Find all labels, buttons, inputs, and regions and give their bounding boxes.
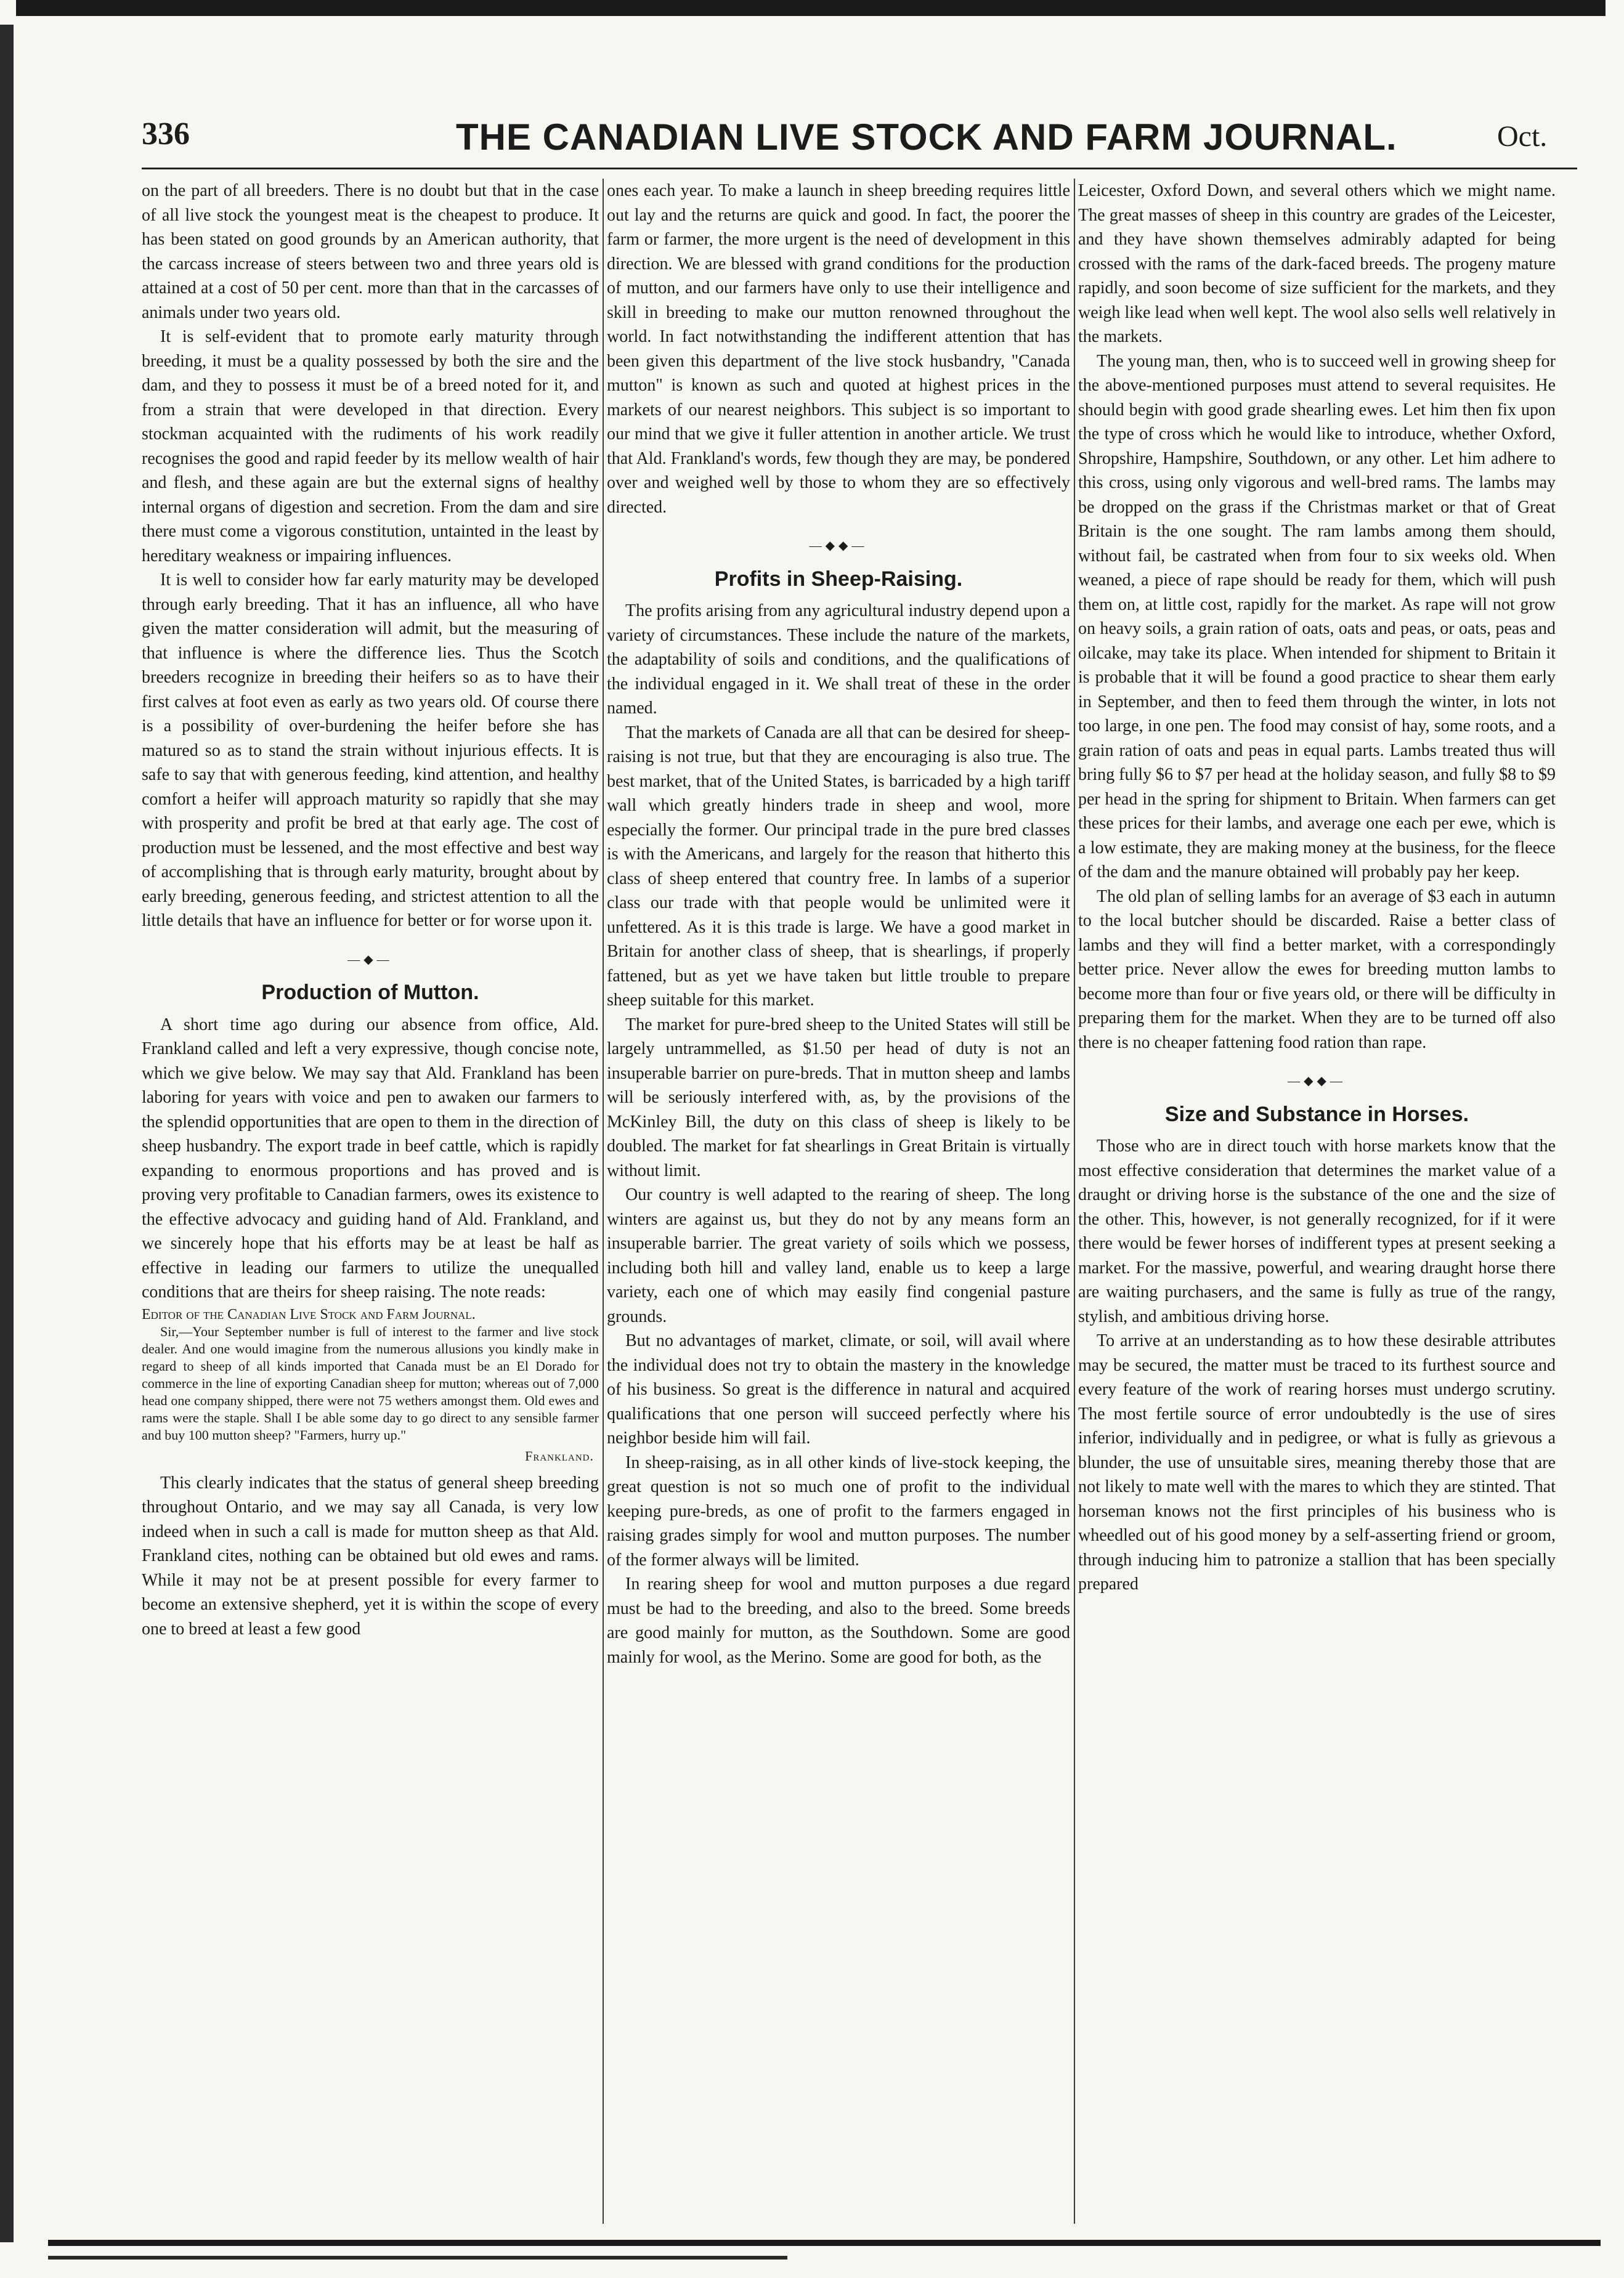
paragraph: It is self-evident that to promote early maturity through breeding, it must be a quality possessed by both the sire and the dam, and they to possess it must be of a breed noted for it, and from a strain that were developed in that direction. Every stockman acquainted with the rudiments of his work readily recognises the good and rapid feeder by its mellow wealth of hair and flesh, and these again are but the external signs of healthy internal organs of digestion and secretion. From the dam and sire there must come a vigorous constitution, untainted in the least by hereditary weakness or impairing influences.	[142, 327, 599, 565]
column-2	[607, 179, 1070, 2224]
section-ornament: —◆—	[347, 952, 393, 967]
bottom-border-rule	[48, 2240, 1601, 2246]
bottom-border-rule-secondary	[48, 2256, 787, 2260]
paragraph: The market for pure-bred sheep to the United States will still be largely untrammelled, as $1.50 per head of duty is not an insuperable barrier on pure-breds. That in mutton sheep and lambs will be seriously interfered with, as, by the provisions of the McKinley Bill, the duty on this class of sheep is likely to be doubled. The market for fat shearlings in Great Britain is virtually without limit.	[607, 1015, 1070, 1180]
journal-title: THE CANADIAN LIVE STOCK AND FARM JOURNAL.	[456, 116, 1397, 158]
paragraph: on the part of all breeders. There is no doubt but that in the case of all live stock the youngest meat is the cheapest to produce. It has been stated on good grounds by an American authority, that the carcass increase of steers between two and three years old is attained at a cost of 50 per cent. more than that in the carcasses of animals under two years old.	[142, 181, 599, 322]
paragraph: The young man, then, who is to succeed well in growing sheep for the above-mentioned purposes must attend to several requisites. He should begin with good grade shearling ewes. Let him then fix upon the type of cross which he would like to introduce, whether Oxford, Shropshire, Hampshire, Southdown, or any other. Let him adhere to this cross, using only vigorous and well-bred rams. The lambs may be dropped on the grass if the Christmas market or that of Great Britain is the one sought. The ram lambs among them should, without fail, be castrated when from four to six weeks old. When weaned, a piece of rape should be ready for them, which will push them on, at little cost, rapidly for the market. As rape will not grow on heavy soils, a grain ration of oats, oats and peas, or oats, peas and oilcake, may take its place. When intended for shipment to Britain it is probable that it will be found a good practice to shear them early in September, and then to feed them through the winter, in lots not too large, in one pen. The food may consist of hay, some roots, and a grain ration of oats and peas in equal parts. Lambs treated thus will bring fully $6 to $7 per head at the holiday season, and fully $8 to $9 per head in the spring for shipment to Britain. When farmers can get these prices for their lambs, and average one each per ewe, which is a low estimate, they are making money at the business, for the fleece of the dam and the manure obtained will probably pay her keep.	[1078, 351, 1556, 882]
paragraph: The old plan of selling lambs for an average of $3 each in autumn to the local butcher should be discarded. Raise a better class of lambs and they will find a better market, with a correspondingly better price. Never allow the ewes for breeding mutton lambs to become more than four or five years old, or there will be difficulty in preparing them for the market. When they are to be turned off also there is no cheaper fattening food ration than rape.	[1078, 886, 1556, 1052]
header-rule	[142, 168, 1577, 169]
paragraph: To arrive at an understanding as to how these desirable attributes may be secured, the matter must be traced to its furthest source and every feature of the work of rearing horses must undergo scrutiny. The most fertile source of error undoubtedly is the use of sires inferior, individually and in pedigree, or what is fully as grievous a blunder, the use of unsuitable sires, meaning thereby those that are not likely to mate well with the mares to which they are stinted. That horseman knows not the first principles of his business who is wheedled out of his good money by a self-asserting friend or groom, through inducing him to patronize a stallion that has been specially prepared	[1078, 1331, 1556, 1594]
page-header	[142, 116, 1577, 165]
paragraph: In rearing sheep for wool and mutton purposes a due regard must be had to the breeding, and also to the breed. Some breeds are good mainly for mutton, as the Southdown. Some are good mainly for wool, as the Merino. Some are good for both, as the	[607, 1575, 1070, 1667]
page-number: 336	[142, 116, 190, 152]
paragraph: But no advantages of market, climate, or soil, will avail where the individual does not try to obtain the mastery in the knowledge of his business. So great is the difference in natural and acquired qualifications that one person will succeed perfectly where his neighbor beside him will fail.	[607, 1331, 1070, 1448]
top-border-rule	[16, 0, 1606, 16]
paragraph: Leicester, Oxford Down, and several others which we might name. The great masses of sheep in this country are grades of the Leicester, and they have shown themselves admirably adapted for being crossed with the rams of the dark-faced breeds. The progeny mature rapidly, and soon become of size sufficient for the markets, and they weigh like lead when well kept. The wool also sells well relatively in the markets.	[1078, 181, 1556, 346]
letter-to-editor	[142, 1306, 599, 1465]
paragraph: The profits arising from any agricultural industry depend upon a variety of circumstances. These include the nature of the markets, the adaptability of soils and conditions, and the qualifications of the individual engaged in it. We shall treat of these in the order named.	[607, 601, 1070, 718]
heading-size-and-substance-in-horses: Size and Substance in Horses.	[1164, 1102, 1469, 1126]
column-divider	[1074, 179, 1075, 2224]
paragraph: ones each year. To make a launch in sheep breeding requires little out lay and the returns are quick and good. In fact, the poorer the farm or farmer, the more urgent is the need of development in this direction. We are blessed with grand conditions for the production of mutton, and our farmers have only to use their intelligence and skill in breeding to make our mutton renowned throughout the world. In fact notwithstanding the indifferent attention that has been given this department of the live stock husbandry, "Canada mutton" is known as such and quoted at highest prices in the markets of our nearest neighbors. This subject is so important to our mind that we give it fuller attention in another article. We trust that Ald. Frankland's words, few though they are may, be pondered over and weighed well by those to whom they are so effectively directed.	[607, 181, 1070, 517]
issue-month: Oct.	[1497, 120, 1548, 153]
paragraph: In sheep-raising, as in all other kinds of live-stock keeping, the great question is not so much one of profit to the individual keeping pure-breds, as one of profit to the farmers engaged in raising grades simply for wool and mutton purposes. The number of the former always will be limited.	[607, 1453, 1070, 1570]
section-ornament: —◆◆—	[809, 539, 868, 553]
letter-address: Editor of the Canadian Live Stock and Farm Journal.	[142, 1306, 476, 1323]
heading-profits-in-sheep-raising: Profits in Sheep-Raising.	[714, 567, 963, 591]
paragraph: It is well to consider how far early maturity may be developed through early breeding. That it has an influence, all who have given the matter consideration will admit, but the measuring of that influence is where the difference lies. Thus the Scotch breeders recognize in breeding their heifers so as to have their first calves at foot even as early as two years old. Of course there is a possibility of over-burdening the heifer before she has matured so as to stand the strain without injurious effects. It is safe to say that with generous feeding, kind attention, and healthy comfort a heifer will approach maturity so rapidly that she may with prosperity and profit be bred at that early age. The cost of production must be lessened, and the most effective and best way of accomplishing that is through early maturity, brought about by early breeding, generous feeding, and strictest attention to all the little details that have an influence for better or for worse upon it.	[142, 570, 599, 930]
paragraph: Those who are in direct touch with horse markets know that the most effective consideration that determines the market value of a draught or driving horse is the substance of the one and the size of the other. This, however, is not generally recognized, for if it were there would be fewer horses of indifferent types at present seeking a market. For the massive, powerful, and wearing draught horse there are waiting purchasers, and the same is fully as true of the rangy, stylish, and ambitious driving horse.	[1078, 1137, 1556, 1326]
letter-body: Sir,—Your September number is full of interest to the farmer and live stock dealer. And one would imagine from the numerous allusions you kindly make in regard to sheep of all kinds imported that Canada must be an El Dorado for commerce in the line of exporting Canadian sheep for mutton; whereas out of 7,000 head one company shipped, there were not 75 wethers amongst them. Old ewes and rams were the staple. Shall I be able some day to go direct to any sensible farmer and buy 100 mutton sheep? "Farmers, hurry up."	[142, 1323, 599, 1443]
column-3	[1078, 179, 1556, 2224]
page-edge-shadow	[0, 25, 14, 2242]
column-divider	[603, 179, 604, 2224]
letter-signature: Frankland.	[525, 1448, 594, 1464]
paragraph: That the markets of Canada are all that can be desired for sheep-raising is not true, but that they are encouraging is also true. The best market, that of the United States, is barricaded by a high tariff wall which greatly hinders trade in sheep and wool, more especially the former. Our principal trade in the pure bred classes is with the Americans, and largely for the reason that hitherto this class of sheep entered that country free. In lambs of a superior class our trade with that people would be unlimited were it unfettered. As it is this trade is large. We have a good market in Britain for another class of sheep, that is shearlings, if properly fattened, but as yet we have taken but little trouble to prepare sheep suitable for this market.	[607, 723, 1070, 1010]
paragraph: This clearly indicates that the status of general sheep breeding throughout Ontario, and we may say all Canada, is very low indeed when in such a call is made for mutton sheep as that Ald. Frankland cites, nothing can be obtained but old ewes and rams. While it may not be at present possible for every farmer to become an extensive shepherd, yet it is within the scope of every one to breed at least a few good	[142, 1473, 599, 1639]
paragraph: A short time ago during our absence from office, Ald. Frankland called and left a very expressive, though concise note, which we give below. We may say that Ald. Frankland has been laboring for years with voice and pen to awaken our farmers to the splendid opportunities that are open to them in the direction of sheep husbandry. The export trade in beef cattle, which is rapidly expanding to enormous proportions and has proved and is proving very profitable to Canadian farmers, owes its existence to the effective advocacy and guiding hand of Ald. Frankland, and we sincerely hope that his efforts may be at least be half as effective in leading our farmers to utilize the unequalled conditions that are theirs for sheep raising. The note reads:	[142, 1015, 599, 1302]
heading-production-of-mutton: Production of Mutton.	[261, 981, 479, 1004]
column-1	[142, 179, 599, 2224]
paragraph: Our country is well adapted to the rearing of sheep. The long winters are against us, but they do not by any means form an insuperable barrier. The great variety of soils which we possess, including both hill and valley land, enable us to keep a large variety, each one of which may easily find congenial pasture grounds.	[607, 1185, 1070, 1326]
section-ornament: —◆◆—	[1288, 1074, 1346, 1088]
